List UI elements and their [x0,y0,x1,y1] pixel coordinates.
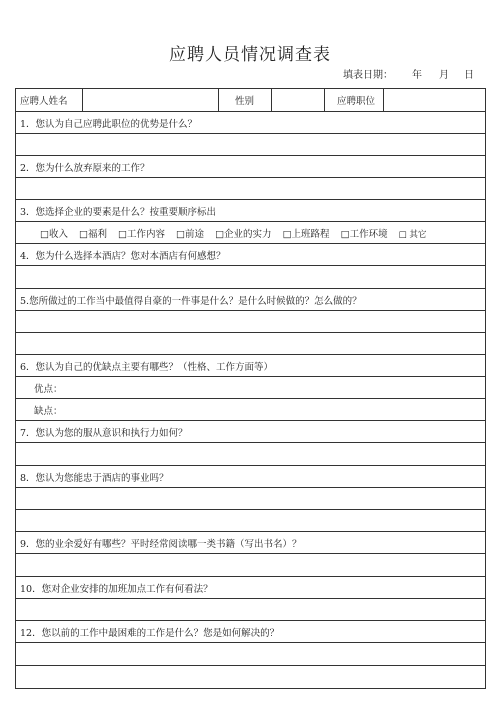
gender-field[interactable] [272,89,325,112]
fill-date-label: 填表日期： [343,70,393,81]
form-title: 应聘人员情况调查表 [169,45,331,65]
date-month-label: 月 [439,70,449,81]
answer-12-line[interactable] [16,666,486,689]
answer-5-line[interactable] [16,333,486,355]
strengths-line[interactable] [16,377,486,399]
answer-9-line[interactable] [16,554,486,577]
option-checkbox[interactable]: □ 其它 [398,229,427,240]
option-checkbox[interactable]: □企业的实力 [215,228,272,240]
option-checkbox[interactable]: □工作内容 [118,228,166,240]
answer-8-line[interactable] [16,510,486,532]
question-1: 1．您认为自己应聘此职位的优势是什么？ [16,112,486,134]
answer-10-line[interactable] [16,599,486,621]
option-checkbox[interactable]: □收入 [40,228,68,240]
position-label: 应聘职位 [325,89,384,112]
option-checkbox[interactable]: □福利 [79,228,107,240]
answer-7-line[interactable] [16,443,486,466]
answer-12-line[interactable] [16,643,486,666]
question-9: 9．您的业余爱好有哪些？平时经常阅读哪一类书籍（写出书名）？ [16,532,486,554]
answer-1-line[interactable] [16,134,486,156]
option-checkbox[interactable]: □上班路程 [282,228,330,240]
date-day-label: 日 [464,70,474,81]
answer-4-line[interactable] [16,266,486,289]
weaknesses-line[interactable] [16,399,486,421]
answer-2-line[interactable] [16,178,486,200]
question-4: 4．您为什么选择本酒店？您对本酒店有何感想？ [16,244,486,266]
option-checkbox[interactable]: □前途 [176,228,205,240]
applicant-name-field[interactable] [83,89,219,112]
q3-options [16,222,486,244]
applicant-name-label: 应聘人姓名 [16,89,83,112]
question-6: 6．您认为自己的优缺点主要有哪些？（性格、工作方面等） [16,355,486,377]
question-10: 10．您对企业安排的加班加点工作有何看法？ [16,577,486,599]
answer-8-line[interactable] [16,488,486,510]
date-year-label: 年 [412,70,422,81]
header-row [16,89,486,112]
question-7: 7．您认为您的服从意识和执行力如何？ [16,421,486,443]
strengths-label: 优点： [34,383,63,395]
survey-form-table [15,88,486,689]
weaknesses-label: 缺点： [34,405,63,417]
option-checkbox[interactable]: □工作环境 [340,228,388,240]
question-12: 12．您以前的工作中最困难的工作是什么？您是如何解决的？ [16,621,486,643]
gender-label: 性别 [219,89,272,112]
question-3: 3．您选择企业的要素是什么？按重要顺序标出 [16,200,486,222]
question-8: 8．您认为您能忠于酒店的事业吗？ [16,466,486,488]
fill-date-line [0,66,500,80]
question-2: 2．您为什么放弃原来的工作？ [16,156,486,178]
position-field[interactable] [384,89,486,112]
answer-5-line[interactable] [16,311,486,333]
question-5: 5.您所做过的工作当中最值得自豪的一件事是什么？是什么时候做的？怎么做的？ [16,289,486,311]
